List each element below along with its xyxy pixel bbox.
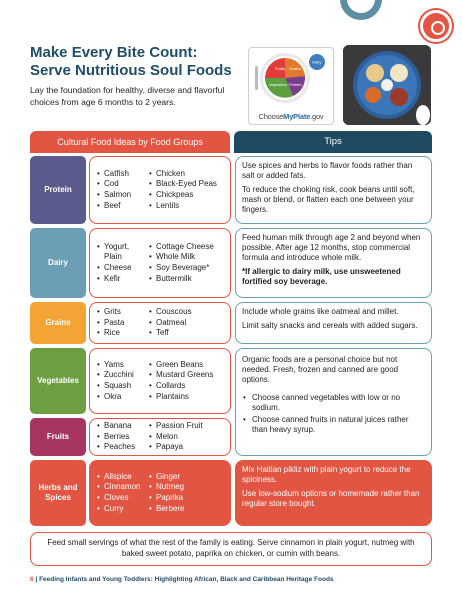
foods-grains-col2 bbox=[149, 307, 230, 339]
list-item: • Ginger bbox=[149, 472, 230, 483]
label-grains: Grains bbox=[30, 302, 86, 344]
plate-photo-graphic bbox=[343, 45, 431, 125]
label-fruits: Fruits bbox=[30, 418, 86, 456]
tips-produce bbox=[235, 348, 432, 456]
label-protein: Protein bbox=[30, 156, 86, 224]
list-item: • Kefir bbox=[97, 274, 149, 285]
tip-text: To reduce the choking risk, cook beans until soft, mash or blend, or flatten each one between your fingers. bbox=[242, 185, 415, 214]
decorative-ring bbox=[340, 0, 382, 20]
footer-text: Feeding Infants and Young Toddlers: Highlighting African, Black and Caribbean Heritage Foods bbox=[39, 576, 334, 583]
list-item: • Nutmeg bbox=[149, 482, 230, 493]
tips-dairy bbox=[235, 228, 432, 298]
foods-protein-col2 bbox=[149, 169, 230, 211]
tip-text: Mix Haitian pikliz with plain yogurt to reduce the spiciness. bbox=[242, 465, 411, 484]
list-item: • Cloves bbox=[97, 493, 149, 504]
label-herbs-and-spices: Herbs and Spices bbox=[30, 460, 86, 526]
list-item: • Yogurt, Plain bbox=[97, 242, 149, 263]
list-item: • Pasta bbox=[97, 318, 149, 329]
list-item: • Berbere bbox=[149, 504, 230, 515]
list-item: • Papaya bbox=[149, 442, 230, 453]
tip-text: Include whole grains like oatmeal and millet. bbox=[242, 307, 399, 316]
tips-produce-list bbox=[242, 393, 425, 435]
list-item: • Okra bbox=[97, 392, 149, 403]
feed-note: Feed small servings of what the rest of the family is eating. Serve cinnamon in plain yogurt, nutmeg with baked sweet potato, paprika on chicken, or cumin with beans. bbox=[30, 532, 432, 566]
list-item: • Yams bbox=[97, 360, 149, 371]
intro-text: Lay the foundation for healthy, diverse and flavorful choices from age 6 months to 2 years. bbox=[30, 85, 225, 107]
foods-herbs bbox=[89, 460, 231, 526]
page-footer bbox=[30, 576, 334, 583]
list-item: • Cottage Cheese bbox=[149, 242, 230, 253]
list-item: • Passion Fruit bbox=[149, 421, 230, 432]
list-item: • Lentils bbox=[149, 201, 230, 212]
label-dairy: Dairy bbox=[30, 228, 86, 298]
tips-grains bbox=[235, 302, 432, 344]
foods-fruits-col1 bbox=[97, 421, 149, 453]
list-item: • Choose canned vegetables with low or no sodium. bbox=[242, 393, 425, 413]
list-item: • Plantains bbox=[149, 392, 230, 403]
foods-vegetables-col1 bbox=[97, 360, 149, 402]
list-item: • Collards bbox=[149, 381, 230, 392]
list-item: • Mustard Greens bbox=[149, 370, 230, 381]
list-item: • Couscous bbox=[149, 307, 230, 318]
foods-dairy bbox=[89, 228, 231, 298]
foods-dairy-col2 bbox=[149, 242, 230, 284]
list-item: • Zucchini bbox=[97, 370, 149, 381]
foods-herbs-col2 bbox=[149, 472, 230, 514]
tips-herbs bbox=[235, 460, 432, 526]
list-item: • Peaches bbox=[97, 442, 149, 453]
food-plate-photo bbox=[343, 45, 431, 125]
list-item: • Oatmeal bbox=[149, 318, 230, 329]
tip-text: Limit salty snacks and cereals with added sugars. bbox=[242, 321, 418, 330]
tip-text: Organic foods are a personal choice but not needed. Fresh, frozen and canned are good options. bbox=[242, 355, 399, 384]
page-number: 6 bbox=[30, 576, 34, 583]
foods-dairy-col1 bbox=[97, 242, 149, 284]
list-item: • Cod bbox=[97, 179, 149, 190]
list-item: • Cheese bbox=[97, 263, 149, 274]
footer-separator: | bbox=[35, 576, 38, 583]
foods-fruits bbox=[89, 418, 231, 456]
tip-text: *If allergic to dairy milk, use unsweetened fortified soy beverage. bbox=[242, 267, 401, 286]
foods-vegetables bbox=[89, 348, 231, 414]
list-item: • Chickpeas bbox=[149, 190, 230, 201]
list-item: • Allspice bbox=[97, 472, 149, 483]
list-item: • Cinnamon bbox=[97, 482, 149, 493]
myplate-label-dairy: Dairy bbox=[312, 59, 322, 65]
list-item: • Chicken bbox=[149, 169, 230, 180]
list-item: • Black-Eyed Peas bbox=[149, 179, 230, 190]
list-item: • Salmon bbox=[97, 190, 149, 201]
list-item: • Curry bbox=[97, 504, 149, 515]
foods-vegetables-col2 bbox=[149, 360, 230, 402]
list-item: • Grits bbox=[97, 307, 149, 318]
page-title: Make Every Bite Count: Serve Nutritious Soul Foods bbox=[30, 44, 232, 79]
list-item: • Catfish bbox=[97, 169, 149, 180]
list-item: • Green Beans bbox=[149, 360, 230, 371]
list-item: • Teff bbox=[149, 328, 230, 339]
foods-fruits-col2 bbox=[149, 421, 230, 453]
foods-protein bbox=[89, 156, 231, 224]
foods-grains bbox=[89, 302, 231, 344]
list-item: • Paprika bbox=[149, 493, 230, 504]
tips-header: Tips bbox=[234, 131, 432, 153]
list-item: • Choose canned fruits in natural juices rather than heavy syrup. bbox=[242, 415, 425, 435]
label-vegetables: Vegetables bbox=[30, 348, 86, 414]
list-item: • Beef bbox=[97, 201, 149, 212]
myplate-label-protein: Protein bbox=[289, 82, 302, 87]
foods-protein-col1 bbox=[97, 169, 149, 211]
myplate-label-vegetables: Vegetables bbox=[269, 83, 287, 87]
list-item: • Soy Beverage* bbox=[149, 263, 230, 274]
list-item: • Buttermilk bbox=[149, 274, 230, 285]
list-item: • Squash bbox=[97, 381, 149, 392]
myplate-graphic bbox=[249, 48, 335, 112]
foods-herbs-col1 bbox=[97, 472, 149, 514]
tip-text: Feed human milk through age 2 and beyond when possible. After age 12 months, stop commercial formula and introduce whole milk. bbox=[242, 233, 421, 262]
list-item: • Melon bbox=[149, 432, 230, 443]
myplate-label-fruits: Fruits bbox=[275, 66, 285, 71]
list-item: • Rice bbox=[97, 328, 149, 339]
tip-text: Use low-sodium options or homemade rather than regular store bought. bbox=[242, 489, 420, 508]
tip-text: Use spices and herbs to flavor foods rather than salt or added fats. bbox=[242, 161, 413, 180]
list-item: • Whole Milk bbox=[149, 252, 230, 263]
food-groups-header: Cultural Food Ideas by Food Groups bbox=[30, 131, 230, 153]
myplate-logo bbox=[248, 47, 334, 125]
myplate-caption: ChooseMyPlate.gov bbox=[258, 112, 324, 121]
decorative-dot bbox=[420, 10, 452, 42]
myplate-label-grains: Grains bbox=[289, 66, 301, 71]
tips-protein bbox=[235, 156, 432, 224]
list-item: • Banana bbox=[97, 421, 149, 432]
foods-grains-col1 bbox=[97, 307, 149, 339]
list-item: • Berries bbox=[97, 432, 149, 443]
